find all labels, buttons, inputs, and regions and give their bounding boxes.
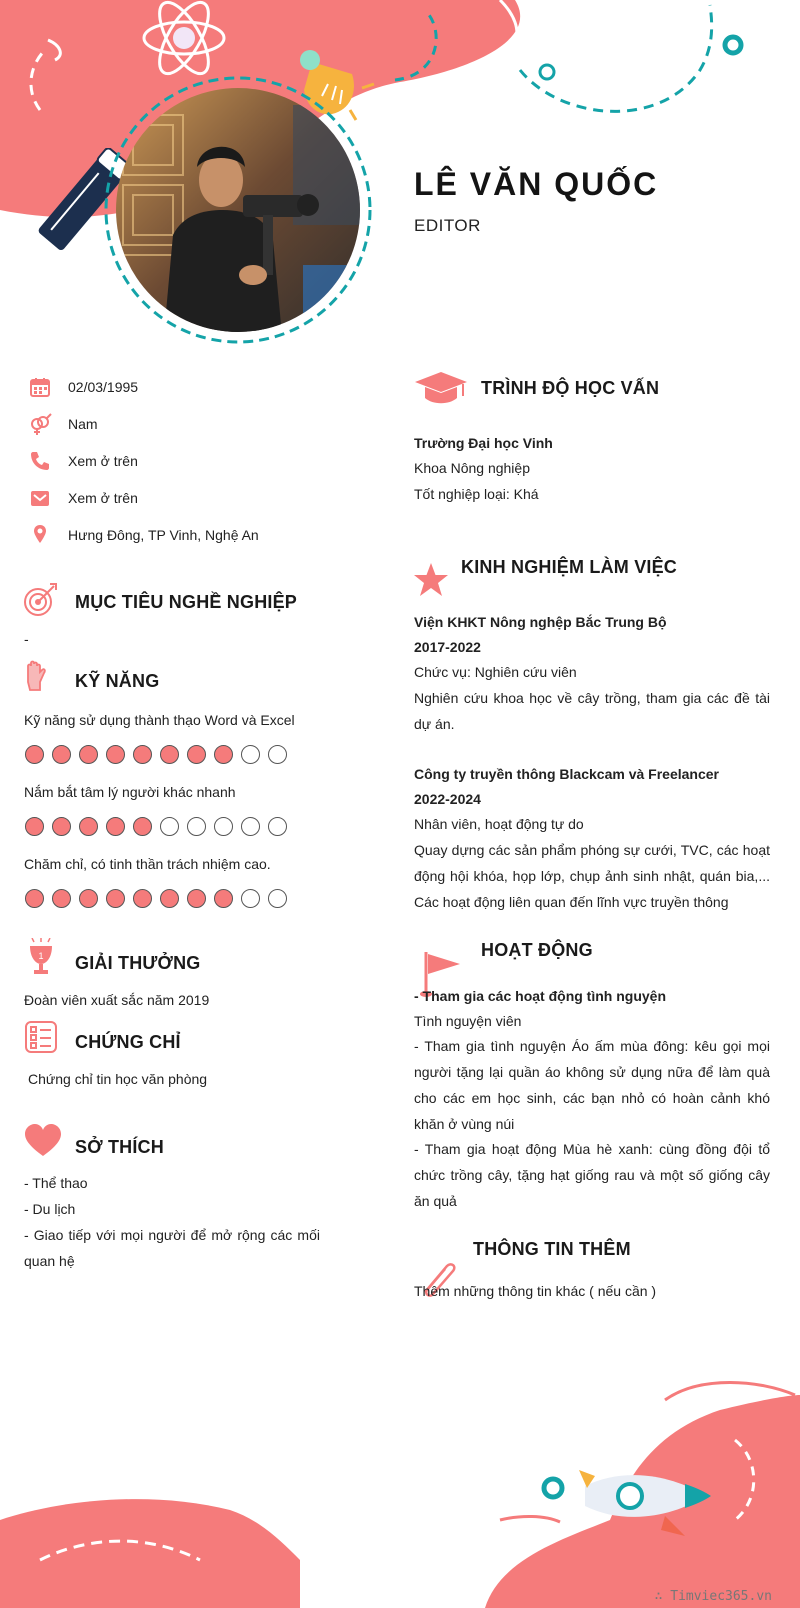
activities-role: Tình nguyện viên — [414, 1013, 522, 1029]
job-1-period: 2017-2022 — [414, 639, 481, 655]
email-icon — [28, 486, 52, 510]
career-goal-text: - — [24, 631, 29, 647]
additional-info-title: THÔNG TIN THÊM — [473, 1239, 631, 1259]
rating-dot-empty — [241, 817, 260, 836]
birthdate-text: 02/03/1995 — [68, 379, 139, 395]
activity-detail-2: - Tham gia hoạt động Mùa hè xanh: cùng đồng đội tổ chức trồng cây, tặng hạt giống rau và một số giống cây ăn quả — [414, 1141, 770, 1209]
calendar-icon — [28, 375, 52, 399]
rating-dot-filled — [187, 745, 206, 764]
job-2-period: 2022-2024 — [414, 791, 481, 807]
skill-label-2: Nắm bắt tâm lý người khác nhanh — [24, 784, 236, 800]
additional-info-text: Thêm những thông tin khác ( nếu cần ) — [414, 1283, 657, 1299]
rating-dot-empty — [268, 817, 287, 836]
phone-text: Xem ở trên — [68, 453, 138, 469]
address-text: Hưng Đông, TP Vinh, Nghệ An — [68, 527, 259, 543]
contact-email — [28, 485, 138, 511]
gender-icon — [28, 412, 52, 436]
contact-gender — [28, 411, 98, 437]
atom-icon — [138, 0, 230, 84]
trophy-icon — [24, 938, 58, 976]
rating-dot-empty — [241, 889, 260, 908]
location-icon — [28, 523, 52, 547]
rating-dot-filled — [106, 817, 125, 836]
education-school: Trường Đại học Vinh — [414, 435, 553, 451]
star-icon — [413, 562, 449, 598]
rating-dot-filled — [106, 745, 125, 764]
hobby-item-1: - Thể thao — [24, 1175, 88, 1191]
rating-dot-filled — [52, 889, 71, 908]
job-2-position: Nhân viên, hoạt động tự do — [414, 816, 584, 832]
rating-dot-filled — [79, 745, 98, 764]
contact-phone — [28, 448, 138, 474]
education-grade: Tốt nghiệp loại: Khá — [414, 486, 539, 502]
rating-dot-empty — [160, 817, 179, 836]
certificates-title: CHỨNG CHỈ — [75, 1032, 181, 1052]
job-2-company: Công ty truyền thông Blackcam và Freelancer — [414, 766, 719, 782]
job-2-description: Quay dựng các sản phẩm phóng sự cưới, TVC, các hoạt động hội khóa, họp lớp, chụp ảnh sinh nhật, quán bia,... Các hoạt động liên quan đến lĩnh vực truyền thông — [414, 842, 770, 910]
svg-text:1: 1 — [38, 951, 44, 961]
hobby-item-3: - Giao tiếp với mọi người để mở rộng các mối quan hệ — [24, 1227, 320, 1269]
heart-icon — [24, 1124, 62, 1158]
target-icon — [22, 582, 58, 618]
certificate-checklist-icon — [24, 1020, 58, 1054]
hand-icon — [22, 660, 50, 694]
rating-dot-filled — [79, 889, 98, 908]
rating-dot-filled — [160, 745, 179, 764]
rating-dot-filled — [25, 745, 44, 764]
rocket-icon — [535, 1466, 715, 1550]
rating-dot-filled — [25, 889, 44, 908]
rating-dot-filled — [52, 745, 71, 764]
activities-title: HOẠT ĐỘNG — [481, 940, 593, 960]
watermark: ∴ Timviec365.vn — [654, 1589, 772, 1604]
skill-rating-3 — [25, 889, 287, 908]
activity-detail-1: - Tham gia tình nguyện Áo ấm mùa đông: kêu gọi mọi người tặng lại quần áo không sử dụng nữa để làm quà cho các em học sinh, các bạn nhỏ có hoàn cảnh khó khăn ở vùng núi — [414, 1038, 770, 1132]
hobby-item-2: - Du lịch — [24, 1201, 76, 1217]
job-1-company: Viện KHKT Nông nghệp Bắc Trung Bộ — [414, 614, 667, 630]
activities-heading: - Tham gia các hoạt động tình nguyện — [414, 988, 667, 1004]
graduation-cap-icon — [413, 372, 469, 406]
rating-dot-empty — [268, 889, 287, 908]
rating-dot-filled — [214, 889, 233, 908]
job-1-position: Chức vụ: Nghiên cứu viên — [414, 664, 577, 680]
rating-dot-empty — [268, 745, 287, 764]
rating-dot-filled — [187, 889, 206, 908]
rating-dot-filled — [106, 889, 125, 908]
education-faculty: Khoa Nông nghiệp — [414, 460, 530, 476]
rating-dot-filled — [214, 745, 233, 764]
rating-dot-filled — [52, 817, 71, 836]
skill-label-3: Chăm chỉ, có tinh thần trách nhiệm cao. — [24, 856, 271, 872]
rating-dot-filled — [133, 817, 152, 836]
phone-icon — [28, 449, 52, 473]
job-1-description: Nghiên cứu khoa học về cây trồng, tham gia các đề tài dự án. — [414, 690, 770, 732]
rating-dot-filled — [160, 889, 179, 908]
contact-birthdate — [28, 374, 138, 400]
candidate-name: LÊ VĂN QUỐC — [414, 166, 659, 202]
education-title: TRÌNH ĐỘ HỌC VẤN — [481, 378, 660, 398]
experience-title: KINH NGHIỆM LÀM VIỆC — [461, 557, 678, 577]
rating-dot-empty — [214, 817, 233, 836]
rating-dot-empty — [187, 817, 206, 836]
rating-dot-filled — [79, 817, 98, 836]
avatar — [103, 75, 373, 345]
awards-text: Đoàn viên xuất sắc năm 2019 — [24, 992, 210, 1008]
awards-title: GIẢI THƯỞNG — [75, 953, 201, 973]
gender-text: Nam — [68, 416, 98, 432]
email-text: Xem ở trên — [68, 490, 138, 506]
rating-dot-filled — [25, 817, 44, 836]
rating-dot-filled — [133, 889, 152, 908]
skills-title: KỸ NĂNG — [75, 671, 160, 691]
skill-rating-2 — [25, 817, 287, 836]
skill-rating-1 — [25, 745, 287, 764]
rating-dot-empty — [241, 745, 260, 764]
career-goal-title: MỤC TIÊU NGHỀ NGHIỆP — [75, 592, 298, 612]
certificates-text: Chứng chỉ tin học văn phòng — [28, 1071, 208, 1087]
skill-label-1: Kỹ năng sử dụng thành thạo Word và Excel — [24, 712, 295, 728]
contact-address — [28, 522, 259, 548]
job-title: EDITOR — [414, 216, 481, 235]
hobbies-title: SỞ THÍCH — [75, 1137, 164, 1157]
rating-dot-filled — [133, 745, 152, 764]
